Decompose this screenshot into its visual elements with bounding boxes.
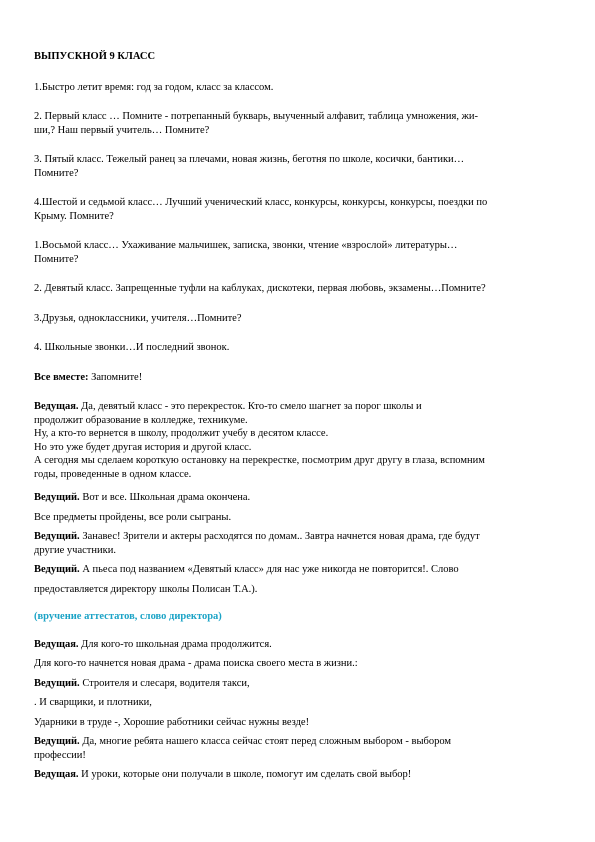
- speech-text: А пьеса под названием «Девятый класс» для нас уже никогда не повторится!. Слово: [79, 564, 459, 575]
- speech-line: Для кого-то начнется новая драма - драма поиска своего места в жизни.:: [34, 658, 358, 669]
- paragraph-2: [34, 110, 555, 137]
- speaker-label: Ведущий.: [34, 736, 80, 747]
- paragraph-new-drama: [34, 638, 555, 671]
- document-title: ВЫПУСКНОЙ 9 КЛАСС: [34, 51, 156, 62]
- speaker-label: Ведущий.: [34, 677, 80, 689]
- paragraph-5-line-1: 1.Восьмой класс… Ухаживание мальчишек, записка, звонки, чтение «взрослой» литературы…: [34, 240, 458, 251]
- speech-line: [34, 768, 555, 782]
- paragraph-director-word: [34, 563, 555, 596]
- speaker-label: Все вместе:: [34, 371, 89, 383]
- paragraph-host-crossroads: [34, 400, 555, 481]
- paragraph-drama-over: [34, 491, 555, 524]
- speech-text: Вот и все. Школьная драма окончена.: [79, 492, 251, 503]
- paragraph-4-line-1: 4.Шестой и седьмой класс… Лучший ученический класс, конкурсы, конкурсы, конкурсы, поездки по: [34, 197, 488, 208]
- speech-text: Запомните!: [88, 371, 143, 383]
- speech-line: [34, 530, 555, 544]
- paragraph-lessons: [34, 768, 555, 782]
- paragraph-3-line-2: Помните?: [34, 167, 79, 179]
- speech-line: Все предметы пройдены, все роли сыграны.: [34, 511, 232, 523]
- paragraph-6: 2. Девятый класс. Запрещенные туфли на каблуках, дискотеки, первая любовь, экзамены…Помните?: [34, 283, 486, 294]
- speaker-label: Ведущая.: [34, 638, 79, 650]
- paragraph-all-together: [34, 371, 555, 385]
- speech-line: [34, 563, 555, 577]
- speech-line: профессии!: [34, 749, 86, 761]
- speech-line: продолжит образование в колледже, техникуме.: [34, 414, 248, 426]
- speech-text: Занавес! Зрители и актеры расходятся по домам.. Завтра начнется новая драма, где будут: [79, 531, 480, 542]
- paragraph-5-line-2: Помните?: [34, 253, 79, 265]
- speech-line: Ну, а кто-то вернется в школу, продолжит учебу в десятом классе.: [34, 428, 329, 439]
- speaker-label: Ведущая.: [34, 769, 79, 780]
- speech-line: . И сварщики, и плотники,: [34, 697, 152, 708]
- paragraph-8: 4. Школьные звонки…И последний звонок.: [34, 342, 230, 353]
- paragraph-4: [34, 196, 555, 223]
- paragraph-1: 1.Быстро летит время: год за годом, класс за классом.: [34, 81, 274, 93]
- speech-text: Для кого-то школьная драма продолжится.: [78, 638, 272, 650]
- speech-text: Да, девятый класс - это перекресток. Кто-то смело шагнет за порог школы и: [78, 401, 422, 412]
- speech-line: А сегодня мы сделаем короткую остановку на перекрестке, посмотрим друг другу в глаза, вспомним: [34, 455, 485, 466]
- paragraph-3-line-1: 3. Пятый класс. Тежелый ранец за плечами, новая жизнь, беготня по школе, косички, бантики…: [34, 154, 465, 165]
- speech-line: годы, проведенные в одном классе.: [34, 468, 192, 480]
- speech-line: [34, 638, 555, 652]
- speaker-label: Ведущий.: [34, 492, 80, 503]
- speaker-label: Ведущая.: [34, 401, 79, 412]
- paragraph-curtain: [34, 530, 555, 557]
- stage-direction: (вручение аттестатов, слово директора): [34, 611, 222, 622]
- speech-line: предоставляется директору школы Полисан Т.А.).: [34, 583, 258, 595]
- speech-line: Но это уже будет другая история и другой класс.: [34, 441, 252, 453]
- paragraph-2-line-2: ши,? Наш первый учитель… Помните?: [34, 124, 210, 136]
- speech-line: [34, 491, 555, 505]
- paragraph-5: [34, 239, 555, 266]
- paragraph-3: [34, 153, 555, 180]
- speech-line: [34, 735, 555, 749]
- paragraph-4-line-2: Крыму. Помните?: [34, 210, 114, 222]
- speaker-label: Ведущий.: [34, 564, 80, 575]
- speech-line: [34, 400, 555, 414]
- paragraph-choice: [34, 735, 555, 762]
- paragraph-2-line-1: 2. Первый класс … Помните - потрепанный букварь, выученный алфавит, таблица умножения, жи-: [34, 111, 478, 122]
- speech-text: Да, многие ребята нашего класса сейчас стоят перед сложным выбором - выбором: [79, 736, 452, 747]
- speech-line: [34, 677, 555, 691]
- speech-text: Строителя и слесаря, водителя такси,: [79, 677, 250, 689]
- paragraph-professions: [34, 677, 555, 730]
- speech-line: другие участники.: [34, 544, 116, 556]
- speech-text: И уроки, которые они получали в школе, помогут им сделать свой выбор!: [78, 769, 412, 780]
- speaker-label: Ведущий.: [34, 531, 80, 542]
- speech-line: Ударники в труде -, Хорошие работники сейчас нужны везде!: [34, 716, 310, 728]
- paragraph-7: 3.Друзья, одноклассники, учителя…Помните?: [34, 312, 242, 324]
